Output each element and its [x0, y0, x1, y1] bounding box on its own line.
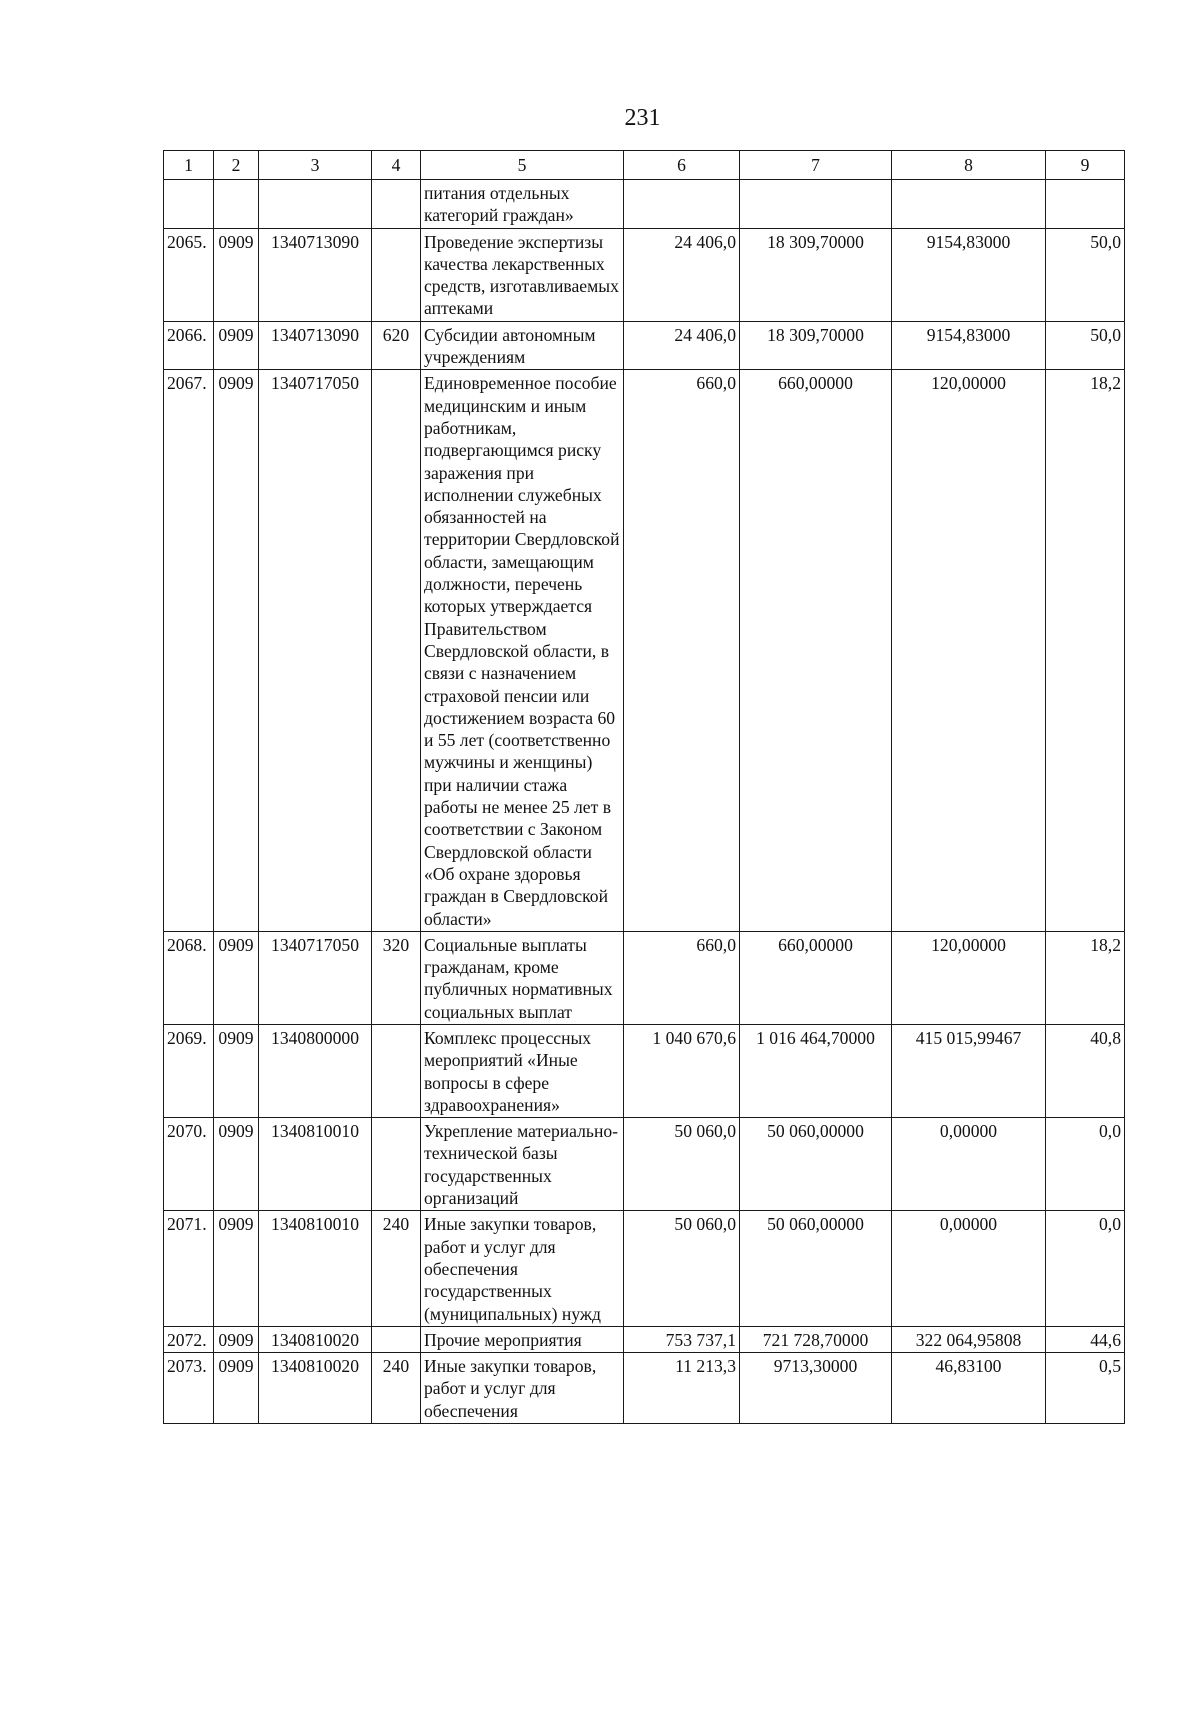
- target-article-cell: 1340810020: [259, 1326, 372, 1352]
- amount-cell: 322 064,95808: [892, 1326, 1046, 1352]
- row-number-cell: 2069.: [164, 1024, 214, 1117]
- percent-cell: 0,5: [1046, 1353, 1125, 1424]
- amount-cell: 660,0: [624, 370, 740, 931]
- section-code-cell: 0909: [214, 1353, 259, 1424]
- amount-cell: 50 060,00000: [740, 1118, 892, 1211]
- section-code-cell: 0909: [214, 1211, 259, 1326]
- target-article-cell: [259, 180, 372, 229]
- table-row: [164, 1211, 1125, 1326]
- amount-cell: 24 406,0: [624, 321, 740, 370]
- percent-cell: 0,0: [1046, 1118, 1125, 1211]
- description-cell: Проведение экспертизы качества лекарственных средств, изготавливаемых аптеками: [421, 228, 624, 321]
- percent-cell: 50,0: [1046, 321, 1125, 370]
- section-code-cell: [214, 180, 259, 229]
- expense-type-cell: 320: [372, 931, 421, 1024]
- description-cell: Субсидии автономным учреждениям: [421, 321, 624, 370]
- row-number-cell: 2067.: [164, 370, 214, 931]
- expense-type-cell: [372, 370, 421, 931]
- description-cell: Комплекс процессных мероприятий «Иные вопросы в сфере здравоохранения»: [421, 1024, 624, 1117]
- row-number-cell: 2072.: [164, 1326, 214, 1352]
- amount-cell: 9713,30000: [740, 1353, 892, 1424]
- amount-cell: [624, 180, 740, 229]
- expense-type-cell: [372, 1024, 421, 1117]
- amount-cell: 660,0: [624, 931, 740, 1024]
- target-article-cell: 1340713090: [259, 228, 372, 321]
- expense-type-cell: [372, 180, 421, 229]
- amount-cell: 660,00000: [740, 370, 892, 931]
- percent-cell: 18,2: [1046, 370, 1125, 931]
- description-cell: Укрепление материально-технической базы государственных организаций: [421, 1118, 624, 1211]
- header-cell: 5: [421, 151, 624, 180]
- section-code-cell: 0909: [214, 370, 259, 931]
- header-cell: 6: [624, 151, 740, 180]
- section-code-cell: 0909: [214, 1326, 259, 1352]
- expense-type-cell: 240: [372, 1211, 421, 1326]
- amount-cell: 18 309,70000: [740, 228, 892, 321]
- row-number-cell: 2070.: [164, 1118, 214, 1211]
- header-row: [164, 151, 1125, 180]
- table-row: [164, 1353, 1125, 1424]
- amount-cell: 1 040 670,6: [624, 1024, 740, 1117]
- header-cell: 1: [164, 151, 214, 180]
- amount-cell: 0,00000: [892, 1211, 1046, 1326]
- amount-cell: [740, 180, 892, 229]
- percent-cell: 44,6: [1046, 1326, 1125, 1352]
- amount-cell: 120,00000: [892, 931, 1046, 1024]
- target-article-cell: 1340717050: [259, 931, 372, 1024]
- section-code-cell: 0909: [214, 1024, 259, 1117]
- header-cell: 9: [1046, 151, 1125, 180]
- target-article-cell: 1340810010: [259, 1211, 372, 1326]
- amount-cell: 660,00000: [740, 931, 892, 1024]
- row-number-cell: 2065.: [164, 228, 214, 321]
- header-cell: 8: [892, 151, 1046, 180]
- row-number-cell: [164, 180, 214, 229]
- amount-cell: 18 309,70000: [740, 321, 892, 370]
- header-cell: 7: [740, 151, 892, 180]
- section-code-cell: 0909: [214, 1118, 259, 1211]
- amount-cell: 120,00000: [892, 370, 1046, 931]
- amount-cell: 415 015,99467: [892, 1024, 1046, 1117]
- amount-cell: [892, 180, 1046, 229]
- expense-type-cell: 240: [372, 1353, 421, 1424]
- row-number-cell: 2068.: [164, 931, 214, 1024]
- header-cell: 3: [259, 151, 372, 180]
- description-cell: Иные закупки товаров, работ и услуг для обеспечения: [421, 1353, 624, 1424]
- expense-type-cell: [372, 1118, 421, 1211]
- amount-cell: 0,00000: [892, 1118, 1046, 1211]
- description-cell: Прочие мероприятия: [421, 1326, 624, 1352]
- amount-cell: 1 016 464,70000: [740, 1024, 892, 1117]
- description-cell: Единовременное пособие медицинским и иным работникам, подвергающимся риску заражения при исполнении служебных обязанностей на территории Свердловской области, замещающим должности, перечень которых утверждается Правительством Свердловской области, в связи с назначением страховой пенсии или достижением возраста 60 и 55 лет (соответственно мужчины и женщины) при наличии стажа работы не менее 25 лет в соответствии с Законом Свердловской области «Об охране здоровья граждан в Свердловской области»: [421, 370, 624, 931]
- expense-type-cell: [372, 1326, 421, 1352]
- description-cell: питания отдельных категорий граждан»: [421, 180, 624, 229]
- row-number-cell: 2073.: [164, 1353, 214, 1424]
- table-row: [164, 321, 1125, 370]
- target-article-cell: 1340717050: [259, 370, 372, 931]
- target-article-cell: 1340800000: [259, 1024, 372, 1117]
- target-article-cell: 1340810010: [259, 1118, 372, 1211]
- amount-cell: 753 737,1: [624, 1326, 740, 1352]
- description-cell: Социальные выплаты гражданам, кроме публичных нормативных социальных выплат: [421, 931, 624, 1024]
- table-row: [164, 1326, 1125, 1352]
- percent-cell: [1046, 180, 1125, 229]
- amount-cell: 11 213,3: [624, 1353, 740, 1424]
- amount-cell: 721 728,70000: [740, 1326, 892, 1352]
- percent-cell: 18,2: [1046, 931, 1125, 1024]
- expense-type-cell: [372, 228, 421, 321]
- table-row: [164, 370, 1125, 931]
- table-row: [164, 1118, 1125, 1211]
- table-row: [164, 931, 1125, 1024]
- target-article-cell: 1340713090: [259, 321, 372, 370]
- expense-type-cell: 620: [372, 321, 421, 370]
- description-cell: Иные закупки товаров, работ и услуг для обеспечения государственных (муниципальных) нужд: [421, 1211, 624, 1326]
- page-number: 231: [624, 105, 661, 131]
- table-row: [164, 180, 1125, 229]
- row-number-cell: 2066.: [164, 321, 214, 370]
- amount-cell: 24 406,0: [624, 228, 740, 321]
- percent-cell: 0,0: [1046, 1211, 1125, 1326]
- amount-cell: 50 060,00000: [740, 1211, 892, 1326]
- percent-cell: 50,0: [1046, 228, 1125, 321]
- budget-table: [163, 150, 1125, 1424]
- row-number-cell: 2071.: [164, 1211, 214, 1326]
- amount-cell: 50 060,0: [624, 1211, 740, 1326]
- amount-cell: 50 060,0: [624, 1118, 740, 1211]
- section-code-cell: 0909: [214, 321, 259, 370]
- header-cell: 2: [214, 151, 259, 180]
- section-code-cell: 0909: [214, 228, 259, 321]
- amount-cell: 46,83100: [892, 1353, 1046, 1424]
- table-row: [164, 228, 1125, 321]
- header-cell: 4: [372, 151, 421, 180]
- amount-cell: 9154,83000: [892, 228, 1046, 321]
- target-article-cell: 1340810020: [259, 1353, 372, 1424]
- percent-cell: 40,8: [1046, 1024, 1125, 1117]
- amount-cell: 9154,83000: [892, 321, 1046, 370]
- table-row: [164, 1024, 1125, 1117]
- section-code-cell: 0909: [214, 931, 259, 1024]
